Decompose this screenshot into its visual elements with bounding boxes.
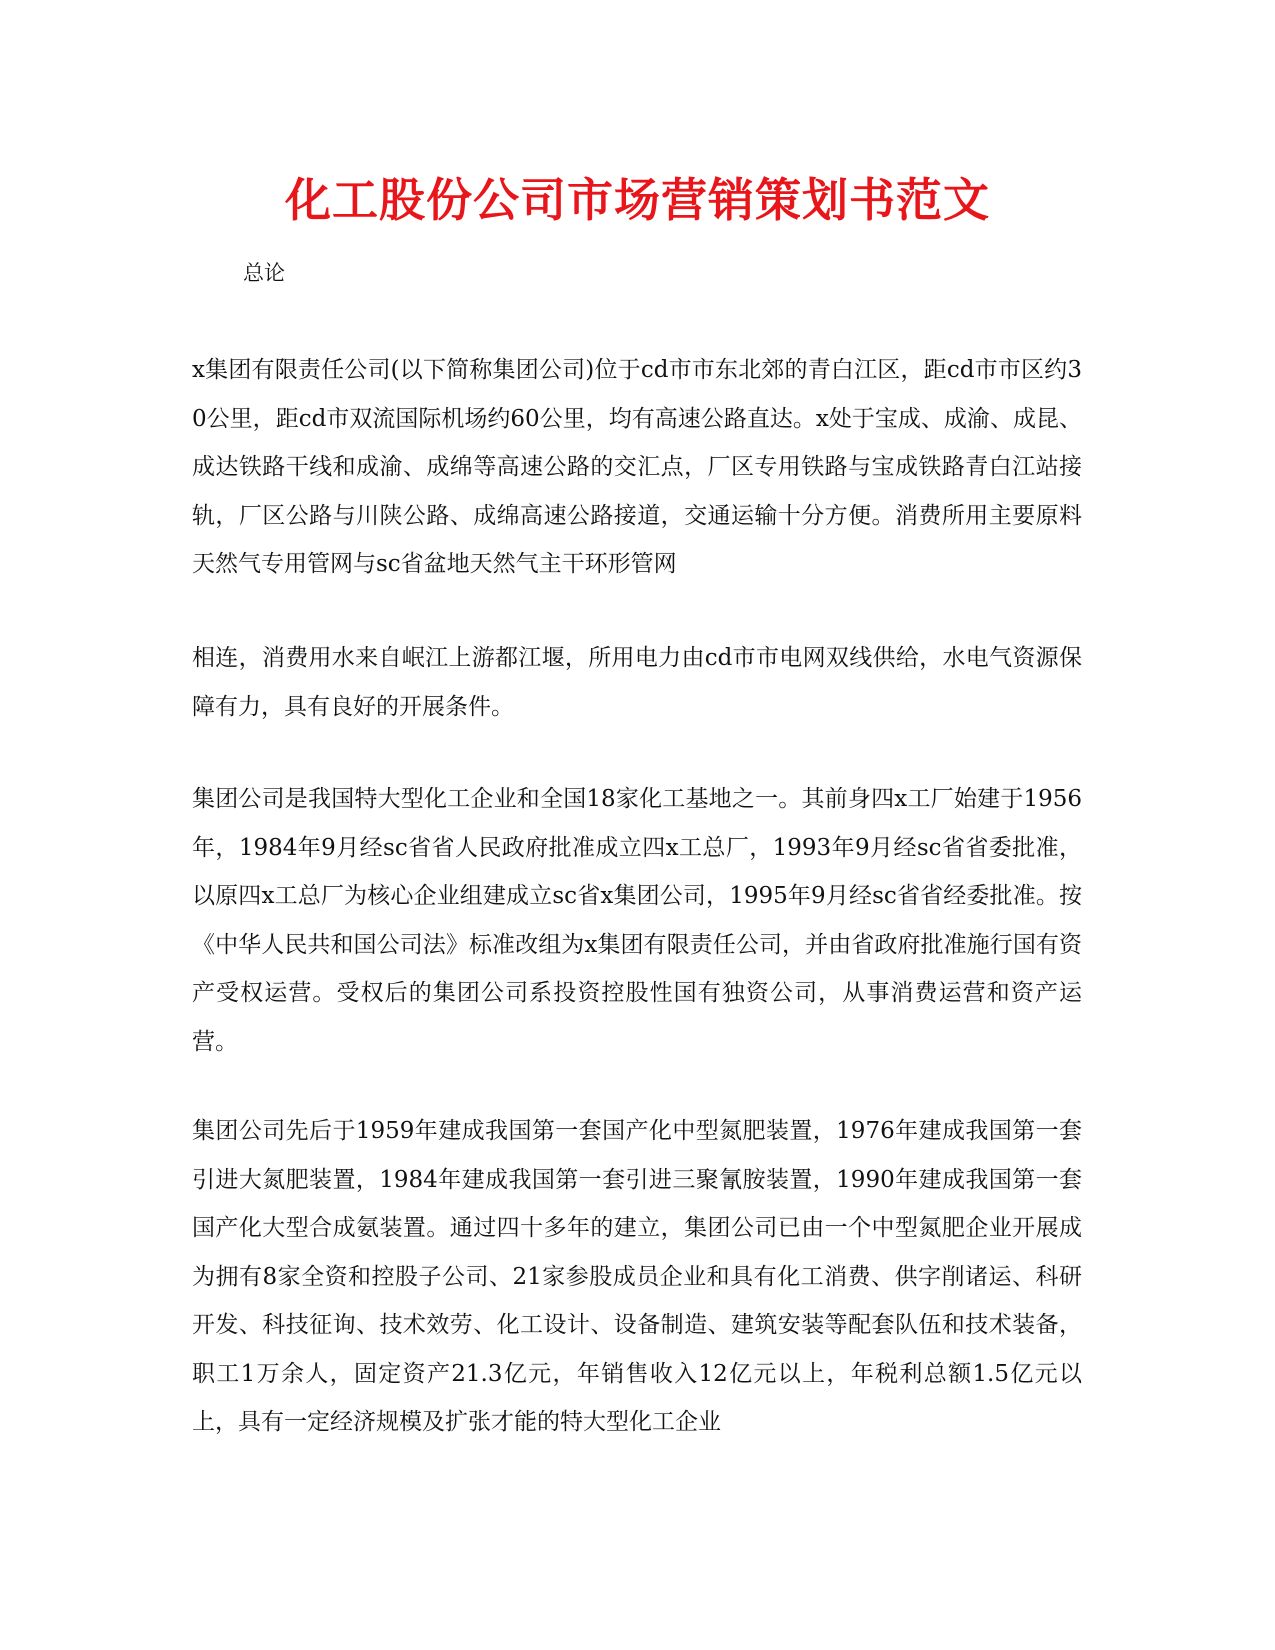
body-paragraph-2: 相连，消费用水来自岷江上游都江堰，所用电力由cd市市电网双线供给，水电气资源保障有力，具有良好的开展条件。 [192, 645, 1082, 720]
document-title: 化工股份公司市场营销策划书范文 [285, 173, 990, 227]
body-paragraph-1: x集团有限责任公司(以下简称集团公司)位于cd市市东北郊的青白江区，距cd市市区约30公里，距cd市双流国际机场约60公里，均有高速公路直达。x处于宝成、成渝、成昆、成达铁路干线和成渝、成绵等高速公路的交汇点，厂区专用铁路与宝成铁路青白江站接轨，厂区公路与川陕公路、成绵高速公路接道，交通运输十分方便。消费所用主要原料天然气专用管网与sc省盆地天然气主干环形管网 [192, 357, 1082, 577]
section-heading: 总论 [243, 261, 285, 285]
body-paragraph-4: 集团公司先后于1959年建成我国第一套国产化中型氮肥装置，1976年建成我国第一套引进大氮肥装置，1984年建成我国第一套引进三聚氰胺装置，1990年建成我国第一套国产化大型合成氨装置。通过四十多年的建立，集团公司已由一个中型氮肥企业开展成为拥有8家全资和控股子公司、21家参股成员企业和具有化工消费、供字削诸运、科研开发、科技征询、技术效劳、化工设计、设备制造、建筑安装等配套队伍和技术装备，职工1万余人，固定资产21.3亿元，年销售收入12亿元以上，年税利总额1.5亿元以上，具有一定经济规模及扩张才能的特大型化工企业 [192, 1118, 1082, 1435]
body-paragraph-3: 集团公司是我国特大型化工企业和全国18家化工基地之一。其前身四x工厂始建于1956年，1984年9月经sc省省人民政府批准成立四x工总厂，1993年9月经sc省省委批准，以原四x工总厂为核心企业组建成立sc省x集团公司，1995年9月经sc省省经委批准。按《中华人民共和国公司法》标准改组为x集团有限责任公司，并由省政府批准施行国有资产受权运营。受权后的集团公司系投资控股性国有独资公司，从事消费运营和资产运营。 [192, 786, 1082, 1055]
